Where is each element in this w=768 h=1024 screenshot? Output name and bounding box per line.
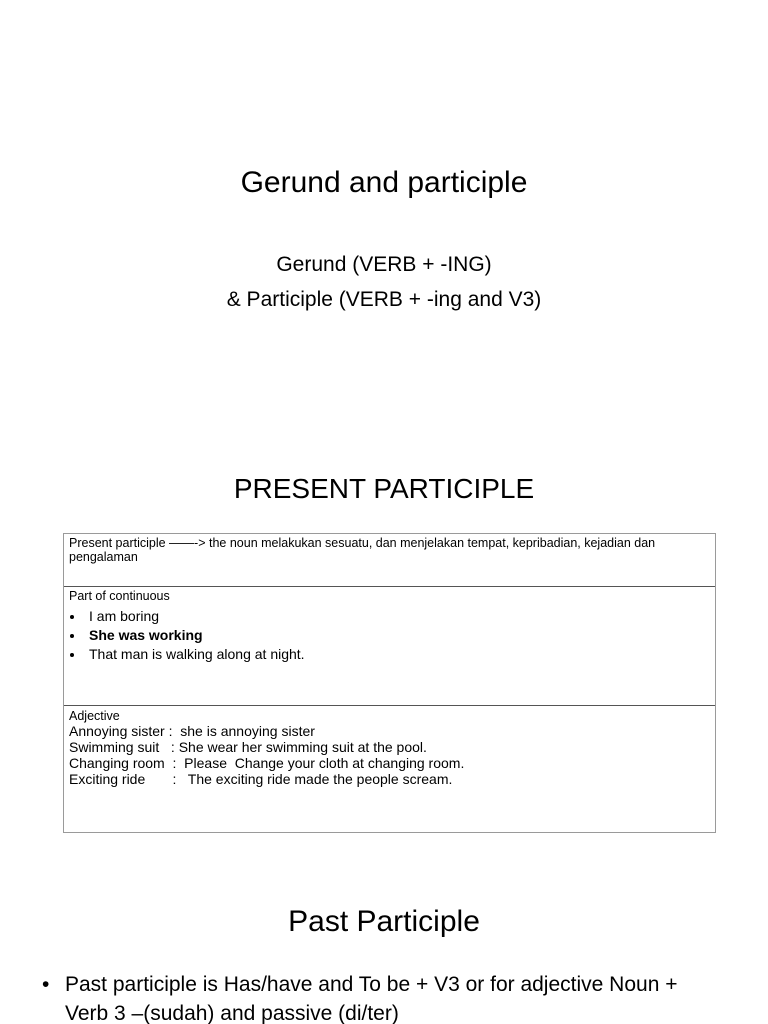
slide-title-past-participle: Past Participle xyxy=(288,905,480,938)
adjective-example: Annoying sister : she is annoying sister xyxy=(69,723,315,739)
slide-subtitle-gerund: Gerund (VERB + -ING) xyxy=(276,253,492,276)
adjective-example: Changing room : Please Change your cloth at changing room. xyxy=(69,755,465,771)
continuous-heading: Part of continuous xyxy=(69,589,170,603)
present-participle-table xyxy=(63,533,716,833)
slide-title-present-participle: PRESENT PARTICIPLE xyxy=(233,473,535,504)
adjective-heading: Adjective xyxy=(69,709,120,723)
adjective-example: Swimming suit : She wear her swimming suit at the pool. xyxy=(69,739,427,755)
slide-subtitle-participle: & Participle (VERB + -ing and V3) xyxy=(226,288,542,311)
slide-title-gerund: Gerund and participle xyxy=(240,166,528,199)
list-item: • I am boring xyxy=(85,607,709,626)
list-item: • That man is walking along at night. xyxy=(85,645,709,664)
table-row-continuous xyxy=(64,587,715,706)
definition-text: Present participle ——-> the noun melakukan sesuatu, dan menjelakan tempat, kepribadian, kejadian dan pengalaman xyxy=(69,536,656,564)
list-item: • She was working xyxy=(85,626,709,645)
table-row-definition xyxy=(64,534,715,587)
table-row-adjective xyxy=(64,706,715,832)
continuous-list xyxy=(69,607,709,664)
bullet-text: Past participle is Has/have and To be + V3 or for adjective Noun + Verb 3 –(sudah) and passive (di/ter) xyxy=(65,973,678,1024)
bullet-icon: • xyxy=(42,973,50,996)
adjective-example: Exciting ride : The exciting ride made the people scream. xyxy=(69,771,453,787)
